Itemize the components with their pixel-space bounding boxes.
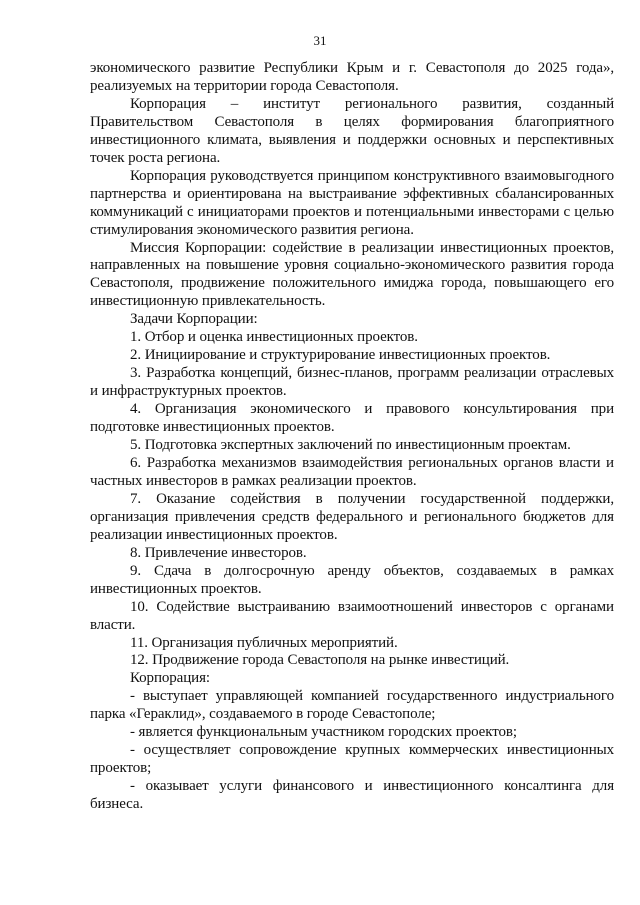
list-item: 11. Организация публичных мероприятий.	[130, 634, 398, 651]
paragraph: Миссия Корпорации: содействие в реализации инвестиционных проектов, направленных на повышение уровня социально-экономического развития города Севастополя, продвижение положительного имиджа города, повышающего его инвестиционную привлекательность.	[90, 239, 614, 310]
paragraph: экономического развитие Республики Крым и г. Севастополя до 2025 года», реализуемых на территории города Севастополя.	[90, 60, 614, 94]
list-item: 10. Содействие выстраиванию взаимоотношений инвесторов с органами власти.	[90, 598, 614, 633]
bullet-item: - выступает управляющей компанией государственного индустриального парка «Гераклид», создаваемого в городе Севастополе;	[90, 688, 614, 723]
bullet-item: - оказывает услуги финансового и инвестиционного консалтинга для бизнеса.	[90, 778, 614, 813]
list-item: 12. Продвижение города Севастополя на рынке инвестиций.	[130, 652, 510, 669]
bullet-item: - осуществляет сопровождение крупных коммерческих инвестиционных проектов;	[90, 742, 614, 777]
list-item: 8. Привлечение инвесторов.	[130, 544, 307, 561]
paragraph: Корпорация – институт регионального развития, созданный Правительством Севастополя в целях формирования благоприятного инвестиционного климата, выявления и поддержки основных и перспективных точек роста региона.	[90, 95, 614, 166]
bullet-item: - является функциональным участником городских проектов;	[130, 724, 517, 741]
list-item: 9. Сдача в долгосрочную аренду объектов, создаваемых в рамках инвестиционных проектов.	[90, 562, 614, 597]
document-body	[90, 60, 614, 814]
list-item: 3. Разработка концепций, бизнес-планов, программ реализации отраслевых и инфраструктурных проектов.	[90, 365, 614, 400]
list-heading: Задачи Корпорации:	[130, 311, 258, 328]
paragraph: Корпорация руководствуется принципом конструктивного взаимовыгодного партнерства и ориентирована на выстраивание эффективных сбалансированных коммуникаций с инициаторами проектов и потенциальными инвесторами с целью стимулирования экономического развития региона.	[90, 167, 614, 238]
list-item: 6. Разработка механизмов взаимодействия региональных органов власти и частных инвесторов в рамках реализации проектов.	[90, 454, 614, 489]
list-item: 4. Организация экономического и правового консультирования при подготовке инвестиционных проектов.	[90, 401, 614, 436]
list-item: 5. Подготовка экспертных заключений по инвестиционным проектам.	[130, 437, 571, 454]
page-number: 31	[313, 33, 327, 48]
list-item: 2. Инициирование и структурирование инвестиционных проектов.	[130, 347, 551, 364]
list-item: 7. Оказание содействия в получении государственной поддержки, организация привлечения средств федерального и регионального бюджетов для реализации инвестиционных проектов.	[90, 490, 614, 543]
list-heading: Корпорация:	[130, 670, 210, 687]
list-item: 1. Отбор и оценка инвестиционных проектов.	[130, 329, 418, 346]
